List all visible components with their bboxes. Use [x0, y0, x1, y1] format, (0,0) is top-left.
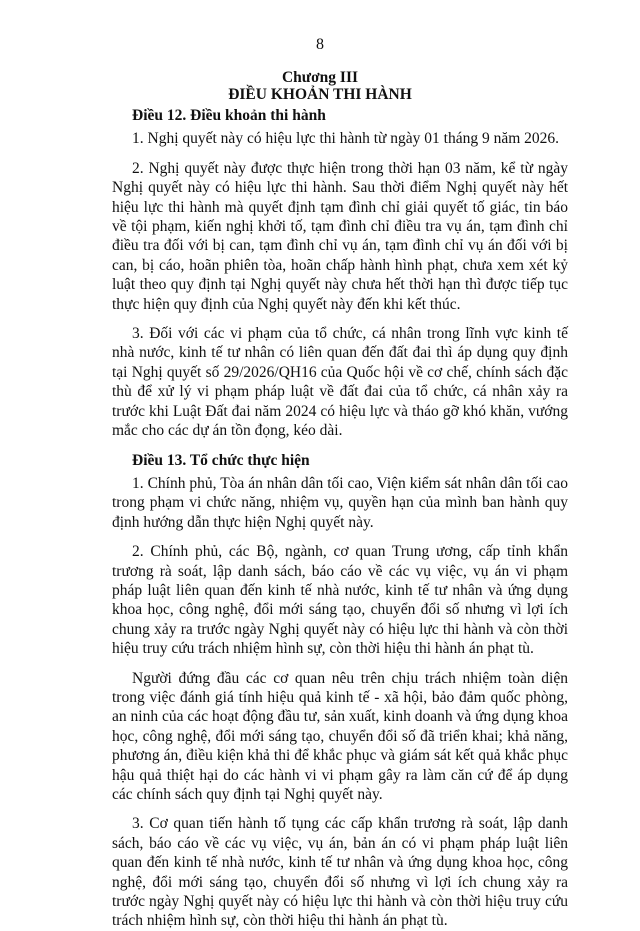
article-13-clause-3: 3. Cơ quan tiến hành tố tụng các cấp khẩn trương rà soát, lập danh sách, báo cáo về các vụ việc, vụ án, bản án có vi phạm pháp luật liên quan đến kinh tế nhà nước, kinh tế tư nhân và ứng dụng khoa học, công nghệ, đổi mới sáng tạo, chuyển đổi số nhưng vì lợi ích chung xảy ra trước ngày Nghị quyết này có hiệu lực thi hành và còn thời hiệu truy cứu trách nhiệm hình sự, còn thời hiệu thi hành án phạt tù.	[112, 815, 568, 930]
article-13-clause-1: 1. Chính phủ, Tòa án nhân dân tối cao, Viện kiểm sát nhân dân tối cao trong phạm vi chức năng, nhiệm vụ, quyền hạn của mình ban hành quy định hướng dẫn thực hiện Nghị quyết này.	[112, 474, 568, 531]
document-body	[112, 106, 568, 931]
article-13-clause-2: 2. Chính phủ, các Bộ, ngành, cơ quan Trung ương, cấp tỉnh khẩn trương rà soát, lập danh sách, báo cáo về các vụ việc, vụ án vi phạm pháp luật liên quan đến kinh tế nhà nước, kinh tế tư nhân và ứng dụng khoa học, công nghệ, đổi mới sáng tạo, chuyển đổi số nhưng vì lợi ích chung xảy ra trước ngày Nghị quyết này có hiệu lực thi hành và còn thời hiệu truy cứu trách nhiệm hình sự, còn thời hiệu thi hành án phạt tù.	[112, 543, 568, 658]
article-13-heading: Điều 13. Tổ chức thực hiện	[132, 451, 310, 469]
chapter-title: ĐIỀU KHOẢN THI HÀNH	[228, 86, 412, 103]
article-12-clause-3: 3. Đối với các vi phạm của tổ chức, cá nhân trong lĩnh vực kinh tế nhà nước, kinh tế tư nhân có liên quan đến đất đai thì áp dụng quy định tại Nghị quyết số 29/2026/QH16 của Quốc hội về cơ chế, chính sách đặc thù để xử lý vi phạm pháp luật về đất đai của tổ chức, cá nhân xảy ra trước khi Luật Đất đai năm 2024 có hiệu lực và tháo gỡ khó khăn, vướng mắc cho các dự án tồn đọng, kéo dài.	[112, 325, 568, 440]
article-12-clause-1: 1. Nghị quyết này có hiệu lực thi hành từ ngày 01 tháng 9 năm 2026.	[132, 130, 560, 148]
article-12-heading: Điều 12. Điều khoản thi hành	[132, 107, 326, 124]
article-13-clause-2-continuation: Người đứng đầu các cơ quan nêu trên chịu trách nhiệm toàn diện trong việc đánh giá tính hiệu quả kinh tế - xã hội, bảo đảm quốc phòng, an ninh của các hoạt động đầu tư, sản xuất, kinh doanh và ứng dụng khoa học, công nghệ, đổi mới sáng tạo, chuyển đổi số đã triển khai; khả năng, phương án, điều kiện khả thi để khắc phục và giám sát kết quả khắc phục hậu quả thiệt hại do các hành vi vi phạm gây ra làm căn cứ để áp dụng các chính sách quy định tại Nghị quyết này.	[112, 669, 568, 803]
page-number: 8	[316, 36, 324, 53]
chapter-label: Chương III	[281, 69, 359, 86]
article-12-clause-2: 2. Nghị quyết này được thực hiện trong thời hạn 03 năm, kể từ ngày Nghị quyết này có hiệu lực thi hành. Sau thời điểm Nghị quyết này hết hiệu lực thi hành mà quyết định tạm đình chỉ giải quyết tố giác, tin báo về tội phạm, kiến nghị khởi tố, tạm đình chỉ điều tra vụ án, tạm đình chỉ điều tra đối với bị can, tạm đình chỉ vụ án, tạm đình chỉ vụ án đối với bị can, bị cáo, hoãn phiên tòa, hoãn chấp hành hình phạt, chưa xem xét kỷ luật theo quy định tại Nghị quyết này chưa hết thời hạn thì được tiếp tục thực hiện quy định của Nghị quyết này đến khi kết thúc.	[112, 159, 568, 313]
